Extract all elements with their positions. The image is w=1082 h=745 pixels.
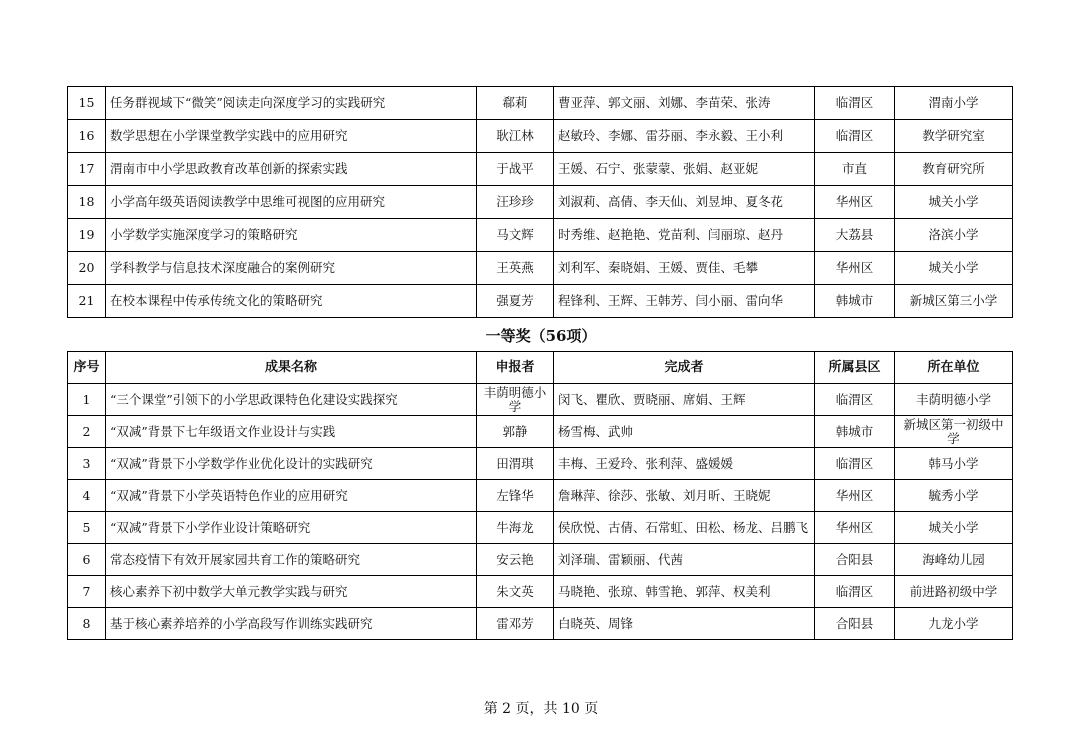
achievement-title-cell: 渭南市中小学思政教育改革创新的探索实践 <box>106 153 477 186</box>
unit-cell: 洛滨小学 <box>895 219 1013 252</box>
page-number: 第 2 页，共 10 页 <box>483 701 599 717</box>
serial-number-cell: 20 <box>68 252 106 285</box>
applicant-cell: 耿江林 <box>477 120 554 153</box>
first-prize-body <box>68 384 1013 640</box>
district-cell: 大荔县 <box>815 219 895 252</box>
unit-cell: 教学研究室 <box>895 120 1013 153</box>
achievement-title-cell: 在校本课程中传承传统文化的策略研究 <box>106 285 477 318</box>
district-cell: 市直 <box>815 153 895 186</box>
table-row <box>68 219 1013 252</box>
serial-number-cell: 4 <box>68 480 106 512</box>
applicant-cell: 郭静 <box>477 416 554 448</box>
completers-cell: 赵敏玲、李娜、雷芬丽、李永毅、王小利 <box>554 120 815 153</box>
district-cell: 韩城市 <box>815 285 895 318</box>
table-row <box>68 120 1013 153</box>
district-cell: 华州区 <box>815 480 895 512</box>
applicant-cell: 马文辉 <box>477 219 554 252</box>
continued-awards-table <box>67 86 1013 318</box>
district-cell: 华州区 <box>815 186 895 219</box>
district-cell: 华州区 <box>815 512 895 544</box>
applicant-cell: 王英燕 <box>477 252 554 285</box>
achievement-title-cell: 核心素养下初中数学大单元教学实践与研究 <box>106 576 477 608</box>
achievement-title-cell: 常态疫情下有效开展家园共育工作的策略研究 <box>106 544 477 576</box>
unit-cell: 韩马小学 <box>895 448 1013 480</box>
header-district: 所属县区 <box>815 352 895 384</box>
table-row <box>68 576 1013 608</box>
district-cell: 临渭区 <box>815 448 895 480</box>
header-serial-number: 序号 <box>68 352 106 384</box>
applicant-cell: 牛海龙 <box>477 512 554 544</box>
unit-cell: 城关小学 <box>895 186 1013 219</box>
table-row <box>68 512 1013 544</box>
district-cell: 临渭区 <box>815 384 895 416</box>
district-cell: 合阳县 <box>815 608 895 640</box>
serial-number-cell: 8 <box>68 608 106 640</box>
first-prize-table <box>67 351 1013 640</box>
achievement-title-cell: “三个课堂”引领下的小学思政课特色化建设实践探究 <box>106 384 477 416</box>
serial-number-cell: 19 <box>68 219 106 252</box>
completers-cell: 闵飞、瞿欣、贾晓丽、席娟、王辉 <box>554 384 815 416</box>
unit-cell: 海峰幼儿园 <box>895 544 1013 576</box>
serial-number-cell: 18 <box>68 186 106 219</box>
applicant-cell: 汪珍珍 <box>477 186 554 219</box>
unit-cell: 新城区第一初级中学 <box>895 416 1013 448</box>
unit-cell: 城关小学 <box>895 512 1013 544</box>
section-heading: 一等奖（56项） <box>485 327 597 345</box>
completers-cell: 程锋利、王辉、王韩芳、闫小丽、雷向华 <box>554 285 815 318</box>
table-row <box>68 384 1013 416</box>
serial-number-cell: 16 <box>68 120 106 153</box>
unit-cell: 新城区第三小学 <box>895 285 1013 318</box>
completers-cell: 侯欣悦、古倩、石常虹、田松、杨龙、吕鹏飞 <box>554 512 815 544</box>
completers-cell: 刘利军、秦晓娟、王媛、贾佳、毛攀 <box>554 252 815 285</box>
completers-cell: 白晓英、周锋 <box>554 608 815 640</box>
unit-cell: 渭南小学 <box>895 87 1013 120</box>
completers-cell: 杨雪梅、武帅 <box>554 416 815 448</box>
district-cell: 临渭区 <box>815 87 895 120</box>
completers-cell: 丰梅、王爱玲、张利萍、盛媛媛 <box>554 448 815 480</box>
table-header-row <box>68 352 1013 384</box>
serial-number-cell: 21 <box>68 285 106 318</box>
applicant-cell: 朱文英 <box>477 576 554 608</box>
applicant-cell: 雷邓芳 <box>477 608 554 640</box>
unit-cell: 丰荫明德小学 <box>895 384 1013 416</box>
achievement-title-cell: 数学思想在小学课堂教学实践中的应用研究 <box>106 120 477 153</box>
completers-cell: 詹琳萍、徐莎、张敏、刘月昕、王晓妮 <box>554 480 815 512</box>
applicant-cell: 于战平 <box>477 153 554 186</box>
header-achievement-title: 成果名称 <box>106 352 477 384</box>
applicant-cell: 田渭琪 <box>477 448 554 480</box>
applicant-cell: 强夏芳 <box>477 285 554 318</box>
achievement-title-cell: “双减”背景下七年级语文作业设计与实践 <box>106 416 477 448</box>
district-cell: 华州区 <box>815 252 895 285</box>
serial-number-cell: 17 <box>68 153 106 186</box>
serial-number-cell: 5 <box>68 512 106 544</box>
table-row <box>68 87 1013 120</box>
table-row <box>68 186 1013 219</box>
achievement-title-cell: 学科教学与信息技术深度融合的案例研究 <box>106 252 477 285</box>
applicant-cell: 郗莉 <box>477 87 554 120</box>
table-row <box>68 285 1013 318</box>
applicant-cell: 丰荫明德小学 <box>477 384 554 416</box>
continued-awards-body <box>68 87 1013 318</box>
serial-number-cell: 1 <box>68 384 106 416</box>
unit-cell: 城关小学 <box>895 252 1013 285</box>
district-cell: 韩城市 <box>815 416 895 448</box>
district-cell: 临渭区 <box>815 576 895 608</box>
table-row <box>68 448 1013 480</box>
serial-number-cell: 2 <box>68 416 106 448</box>
table-row <box>68 252 1013 285</box>
district-cell: 合阳县 <box>815 544 895 576</box>
header-unit: 所在单位 <box>895 352 1013 384</box>
completers-cell: 马晓艳、张琼、韩雪艳、郭萍、权美利 <box>554 576 815 608</box>
achievement-title-cell: “双减”背景下小学数学作业优化设计的实践研究 <box>106 448 477 480</box>
completers-cell: 王媛、石宁、张蒙蒙、张娟、赵亚妮 <box>554 153 815 186</box>
district-cell: 临渭区 <box>815 120 895 153</box>
table-row <box>68 416 1013 448</box>
unit-cell: 九龙小学 <box>895 608 1013 640</box>
applicant-cell: 安云艳 <box>477 544 554 576</box>
completers-cell: 刘淑莉、高倩、李天仙、刘昱坤、夏冬花 <box>554 186 815 219</box>
header-completers: 完成者 <box>554 352 815 384</box>
table-row <box>68 608 1013 640</box>
completers-cell: 曹亚萍、郭文丽、刘娜、李苗荣、张涛 <box>554 87 815 120</box>
serial-number-cell: 6 <box>68 544 106 576</box>
unit-cell: 前进路初级中学 <box>895 576 1013 608</box>
achievement-title-cell: “双减”背景下小学作业设计策略研究 <box>106 512 477 544</box>
achievement-title-cell: 小学高年级英语阅读教学中思维可视图的应用研究 <box>106 186 477 219</box>
table-row <box>68 544 1013 576</box>
applicant-cell: 左锋华 <box>477 480 554 512</box>
unit-cell: 毓秀小学 <box>895 480 1013 512</box>
completers-cell: 时秀维、赵艳艳、党苗利、闫丽琼、赵丹 <box>554 219 815 252</box>
achievement-title-cell: 任务群视域下“微笑”阅读走向深度学习的实践研究 <box>106 87 477 120</box>
header-applicant: 申报者 <box>477 352 554 384</box>
serial-number-cell: 3 <box>68 448 106 480</box>
serial-number-cell: 7 <box>68 576 106 608</box>
unit-cell: 教育研究所 <box>895 153 1013 186</box>
achievement-title-cell: 小学数学实施深度学习的策略研究 <box>106 219 477 252</box>
table-row <box>68 153 1013 186</box>
completers-cell: 刘泽瑞、雷颖丽、代茜 <box>554 544 815 576</box>
serial-number-cell: 15 <box>68 87 106 120</box>
table-row <box>68 480 1013 512</box>
achievement-title-cell: 基于核心素养培养的小学高段写作训练实践研究 <box>106 608 477 640</box>
achievement-title-cell: “双减”背景下小学英语特色作业的应用研究 <box>106 480 477 512</box>
